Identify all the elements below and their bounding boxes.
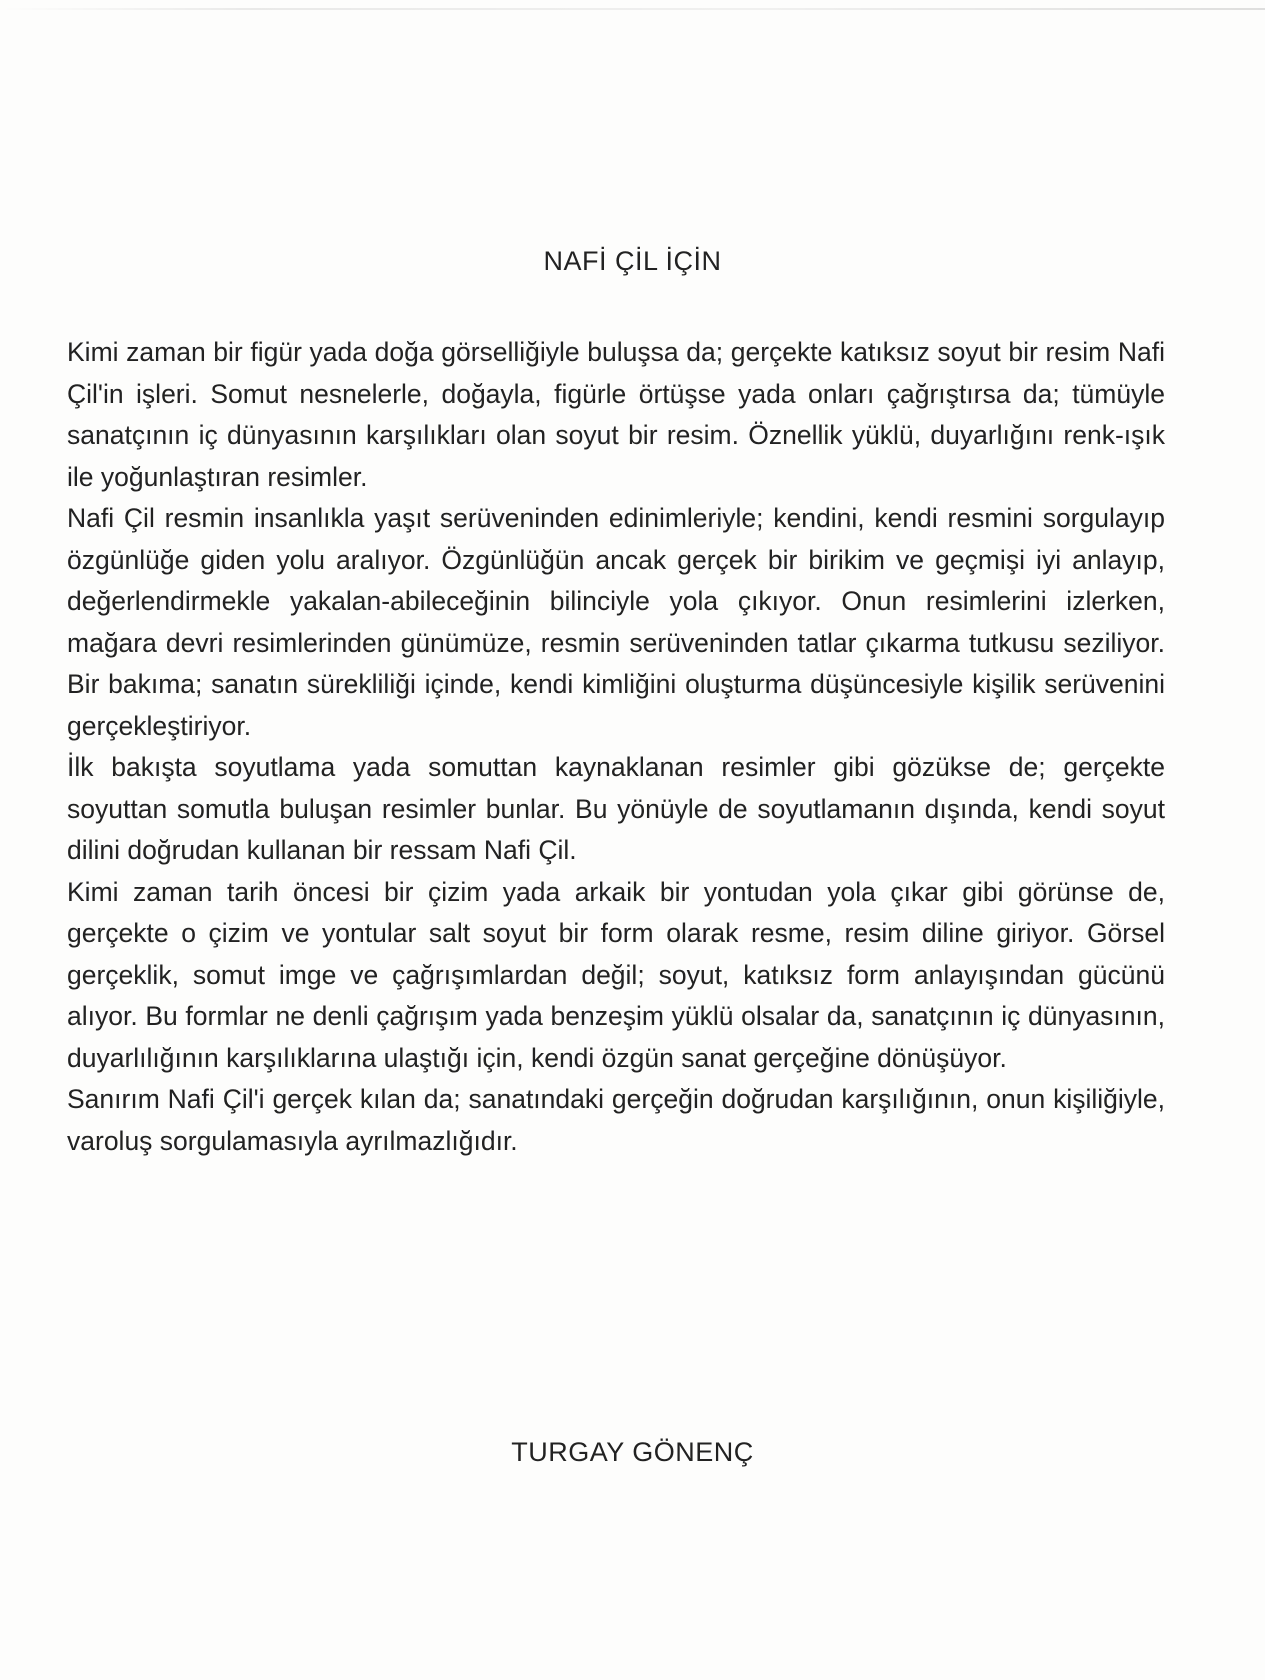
document-title: NAFİ ÇİL İÇİN [543, 246, 722, 276]
paragraph-4: Kimi zaman tarih öncesi bir çizim yada arkaik bir yontudan yola çıkar gibi görünse de, gerçekte o çizim ve yontular salt soyut bir form olarak resme, resim diline giriyor. Görsel gerçeklik, somut imge ve çağrışımlardan değil; soyut, katıksız form anlayışından gücünü alıyor. Bu formlar ne denli çağrışım yada benzeşim yüklü olsalar da, sanatçının iç dünyasının, duyarlılığının karşılıklarına ulaştığı için, kendi özgün sanat gerçeğine dönüşüyor. [67, 876, 1165, 1073]
document-body [67, 332, 1165, 1162]
paragraph-3: İlk bakışta soyutlama yada somuttan kaynaklanan resimler gibi gözükse de; gerçekte soyuttan somutla buluşan resimler bunlar. Bu yönüyle de soyutlamanın dışında, kendi soyut dilini doğrudan kullanan bir ressam Nafi Çil. [67, 752, 1165, 865]
scan-edge [0, 8, 1265, 10]
paragraph-2: Nafi Çil resmin insanlıkla yaşıt serüveninden edinimleriyle; kendini, kendi resmini sorgulayıp özgünlüğe giden yolu aralıyor. Özgünlüğün ancak gerçek bir birikim ve geçmişi iyi anlayıp, değerlendirmekle yakalan-abileceğinin bilinciyle yola çıkıyor. Onun resimlerini izlerken, mağara devri resimlerinden günümüze, resmin serüveninden tatlar çıkarma tutkusu seziliyor. Bir bakıma; sanatın sürekliliği içinde, kendi kimliğini oluşturma düşüncesiyle kişilik serüvenini gerçekleştiriyor. [67, 503, 1165, 741]
paragraph-1: Kimi zaman bir figür yada doğa görselliğiyle buluşsa da; gerçekte katıksız soyut bir resim Nafi Çil'in işleri. Somut nesnelerle, doğayla, figürle örtüşse yada onları çağrıştırsa da; tümüyle sanatçının iç dünyasının karşılıkları olan soyut bir resim. Öznellik yüklü, duyarlığını renk-ışık ile yoğunlaştıran resimler. [67, 337, 1165, 492]
paragraph-5: Sanırım Nafi Çil'i gerçek kılan da; sanatındaki gerçeğin doğrudan karşılığının, onun kişiliğiyle, varoluş sorgulamasıyla ayrılmazlığıdır. [67, 1084, 1165, 1156]
author-signature: TURGAY GÖNENÇ [511, 1437, 754, 1467]
